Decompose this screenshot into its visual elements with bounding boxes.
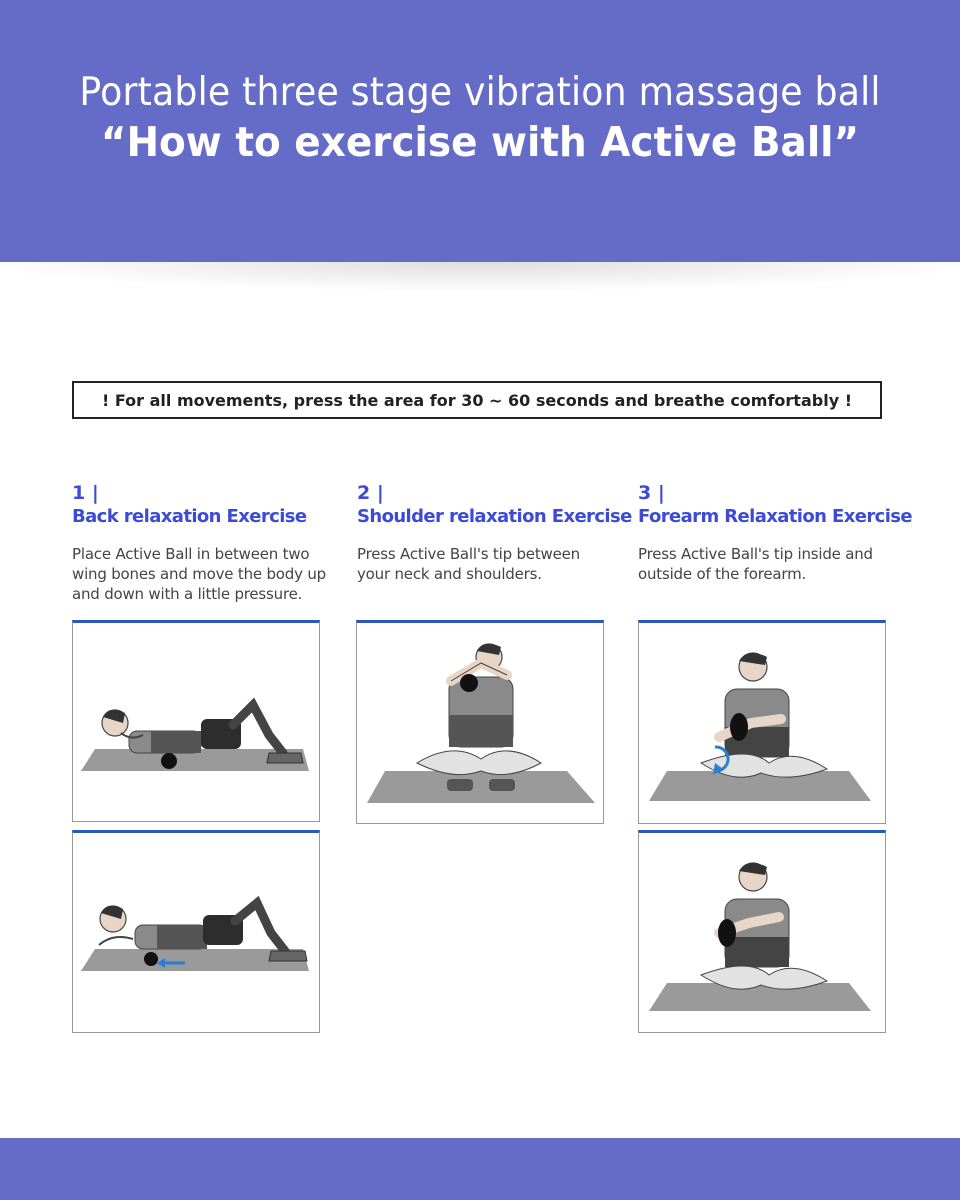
illustration-back-2 bbox=[72, 830, 320, 1033]
exercise-description: Press Active Ball's tip inside and outside of the forearm. bbox=[638, 545, 873, 583]
exercise-number: 1 | bbox=[72, 482, 99, 504]
person-lying-illustration bbox=[73, 623, 319, 820]
illustration-forearm-2 bbox=[638, 830, 886, 1033]
active-ball-icon bbox=[144, 952, 158, 966]
header-subtitle: Portable three stage vibration massage ball bbox=[79, 70, 881, 115]
person-lying-illustration bbox=[73, 833, 319, 1031]
exercise-3 bbox=[638, 482, 912, 584]
exercise-name: Shoulder relaxation Exercise bbox=[357, 506, 632, 527]
person-seated-illustration bbox=[639, 833, 885, 1031]
illustration-back-1 bbox=[72, 620, 320, 822]
illustration-shoulder bbox=[356, 620, 604, 824]
active-ball-icon bbox=[730, 713, 748, 741]
exercise-description: Press Active Ball's tip between your neck and shoulders. bbox=[357, 545, 580, 583]
notice-box bbox=[72, 381, 882, 419]
exercise-2 bbox=[357, 482, 632, 584]
notice-text: ! For all movements, press the area for 30 ~ 60 seconds and breathe comfortably ! bbox=[102, 390, 852, 410]
illustration-forearm-1 bbox=[638, 620, 886, 824]
header-title: “How to exercise with Active Ball” bbox=[100, 118, 860, 166]
exercise-name: Back relaxation Exercise bbox=[72, 506, 307, 527]
person-seated-illustration bbox=[357, 623, 603, 822]
person-seated-illustration bbox=[639, 623, 885, 822]
exercise-number: 3 | bbox=[638, 482, 665, 504]
exercise-number: 2 | bbox=[357, 482, 384, 504]
active-ball-icon bbox=[460, 674, 478, 692]
active-ball-icon bbox=[718, 919, 736, 947]
active-ball-icon bbox=[161, 753, 177, 769]
exercise-1 bbox=[72, 482, 332, 604]
header-banner bbox=[0, 0, 960, 262]
header-shadow bbox=[0, 262, 960, 290]
exercise-description: Place Active Ball in between two wing bones and move the body up and down with a little pressure. bbox=[72, 545, 326, 603]
footer-bar bbox=[0, 1138, 960, 1200]
exercise-name: Forearm Relaxation Exercise bbox=[638, 506, 912, 527]
